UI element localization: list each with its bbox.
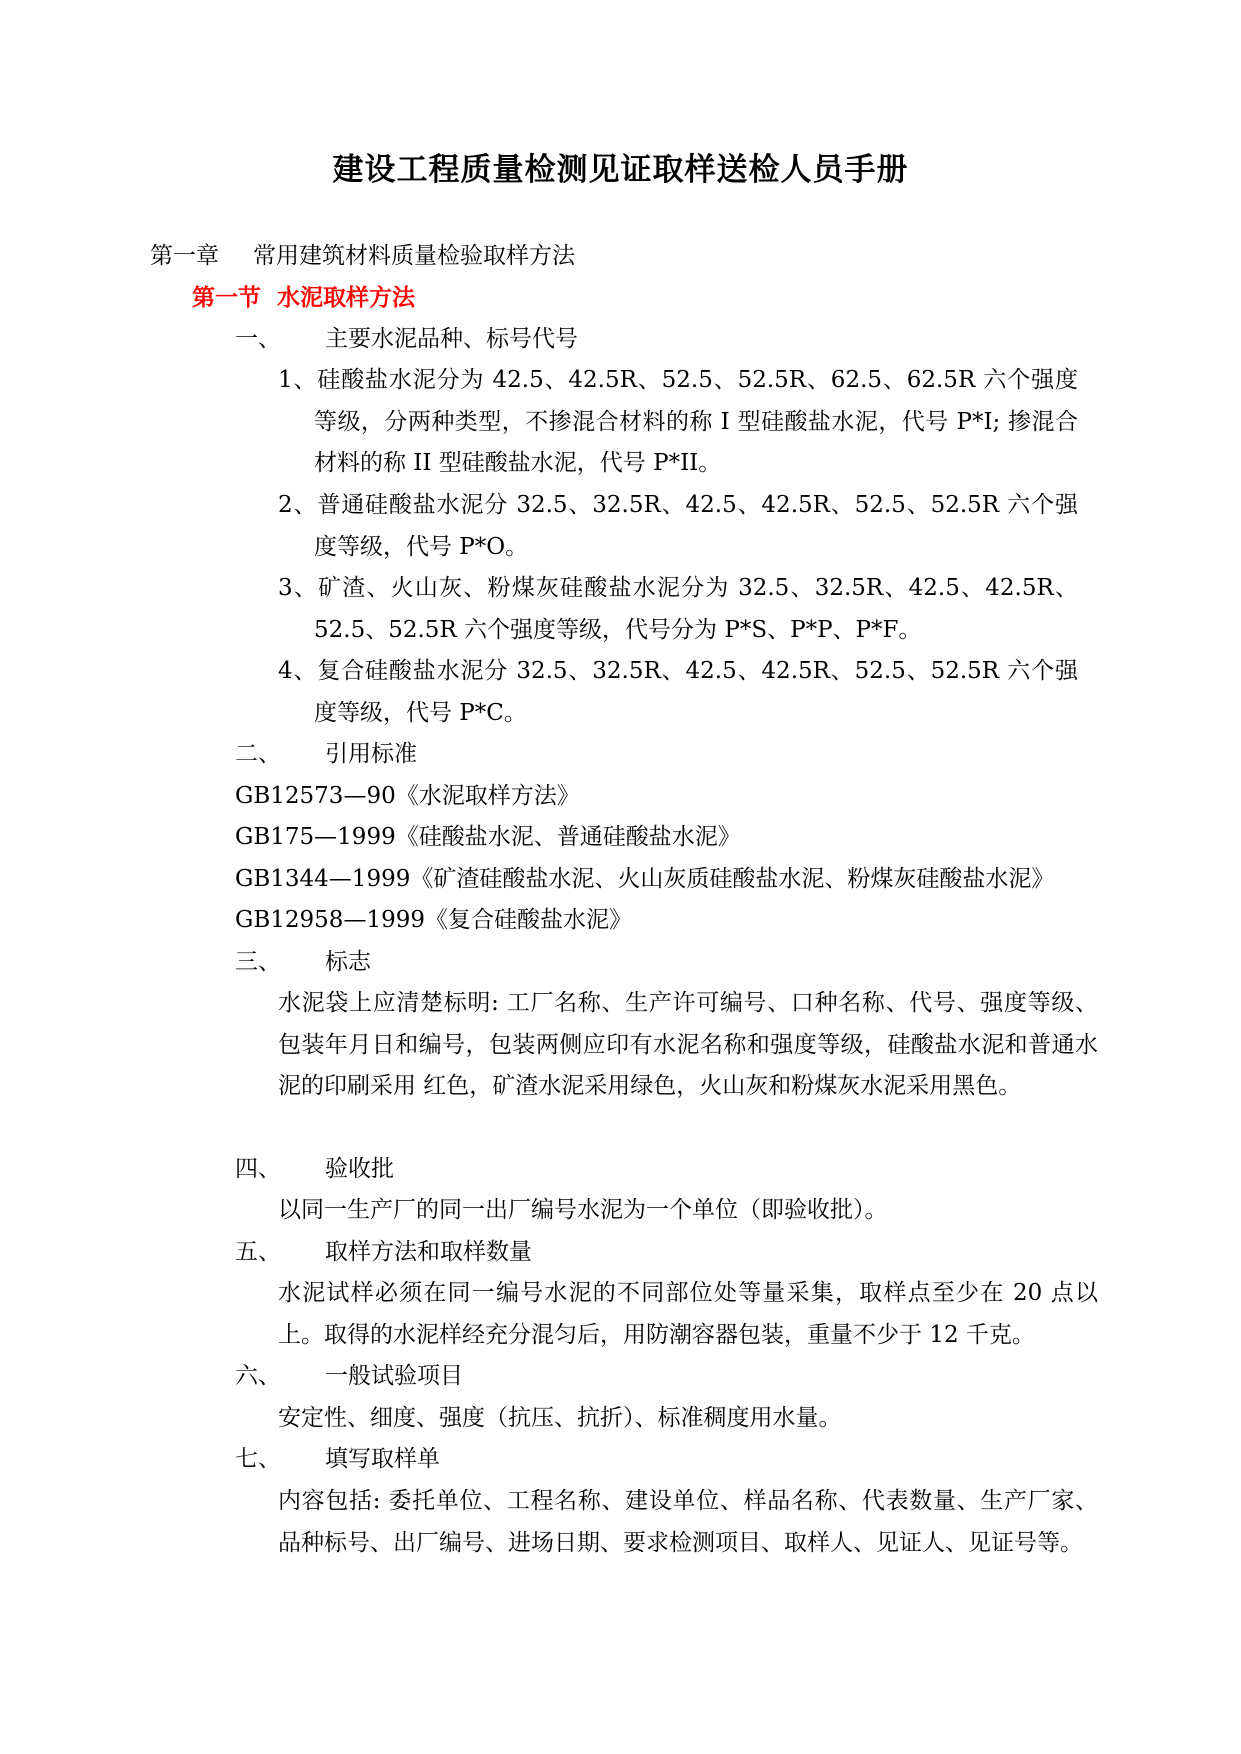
standard-4: GB12958—1999《复合硅酸盐水泥》 — [235, 907, 632, 933]
section-heading — [192, 278, 415, 318]
cement-type-1: 1、硅酸盐水泥分为 42.5、42.5R、52.5、52.5R、62.5、62.5R 六个强度等级，分两种类型，不掺混合材料的称 I 型硅酸盐水泥，代号 P*I; 掺混合材料的称 II 型硅酸盐水泥，代号 P*II。 — [278, 367, 1078, 476]
heading-3 — [235, 942, 371, 984]
standard-2: GB175—1999《硅酸盐水泥、普通硅酸盐水泥》 — [235, 824, 741, 850]
heading-number: 六、 — [235, 1363, 281, 1389]
document-title: 建设工程质量检测见证取样送检人员手册 — [332, 152, 909, 188]
heading-number: 二、 — [235, 741, 281, 767]
test-items-paragraph: 安定性、细度、强度（抗压、抗折）、标准稠度用水量。 — [278, 1405, 842, 1431]
heading-7 — [235, 1439, 440, 1481]
standard-3: GB1344—1999《矿渣硅酸盐水泥、火山灰质硅酸盐水泥、粉煤灰硅酸盐水泥》 — [235, 866, 1055, 892]
heading-text: 标志 — [325, 949, 371, 975]
heading-text: 主要水泥品种、标号代号 — [325, 326, 578, 352]
sampling-paragraph: 水泥试样必须在同一编号水泥的不同部位处等量采集，取样点至少在 20 点以上。取得的水泥样经充分混匀后，用防潮容器包装，重量不少于 12 千克。 — [278, 1280, 1098, 1348]
standard-1: GB12573—90《水泥取样方法》 — [235, 783, 580, 809]
chapter-heading — [150, 236, 575, 276]
heading-text: 验收批 — [325, 1156, 394, 1182]
heading-number: 五、 — [235, 1239, 281, 1265]
cement-type-4: 4、复合硅酸盐水泥分 32.5、32.5R、42.5、42.5R、52.5、52.5R 六个强度等级，代号 P*C。 — [278, 658, 1078, 726]
section-title: 水泥取样方法 — [277, 284, 415, 311]
heading-2 — [235, 734, 417, 776]
heading-6 — [235, 1356, 463, 1398]
heading-5 — [235, 1232, 532, 1274]
form-paragraph: 内容包括: 委托单位、工程名称、建设单位、样品名称、代表数量、生产厂家、品种标号、出厂编号、进场日期、要求检测项目、取样人、见证人、见证号等。 — [278, 1488, 1098, 1556]
batch-paragraph: 以同一生产厂的同一出厂编号水泥为一个单位（即验收批）。 — [278, 1197, 888, 1223]
heading-4 — [235, 1149, 394, 1191]
marking-paragraph: 水泥袋上应清楚标明: 工厂名称、生产许可编号、口种名称、代号、强度等级、包装年月日和编号，包装两侧应印有水泥名称和强度等级，硅酸盐水泥和普通水泥的印刷采用 红色，矿渣水泥采用绿色，火山灰和粉煤灰水泥采用黑色。 — [278, 990, 1098, 1099]
cement-type-3: 3、矿渣、火山灰、粉煤灰硅酸盐水泥分为 32.5、32.5R、42.5、42.5R、52.5、52.5R 六个强度等级，代号分为 P*S、P*P、P*F。 — [278, 575, 1078, 643]
cement-type-2: 2、普通硅酸盐水泥分 32.5、32.5R、42.5、42.5R、52.5、52.5R 六个强度等级，代号 P*O。 — [278, 492, 1078, 560]
heading-number: 一、 — [235, 326, 281, 352]
heading-number: 四、 — [235, 1156, 281, 1182]
chapter-number: 第一章 — [150, 243, 219, 269]
heading-1 — [235, 319, 578, 361]
heading-number: 三、 — [235, 949, 281, 975]
heading-text: 填写取样单 — [325, 1446, 440, 1472]
chapter-title: 常用建筑材料质量检验取样方法 — [253, 243, 575, 269]
heading-text: 引用标准 — [325, 741, 417, 767]
heading-text: 一般试验项目 — [325, 1363, 463, 1389]
heading-text: 取样方法和取样数量 — [325, 1239, 532, 1265]
section-number: 第一节 — [192, 284, 261, 311]
heading-number: 七、 — [235, 1446, 281, 1472]
